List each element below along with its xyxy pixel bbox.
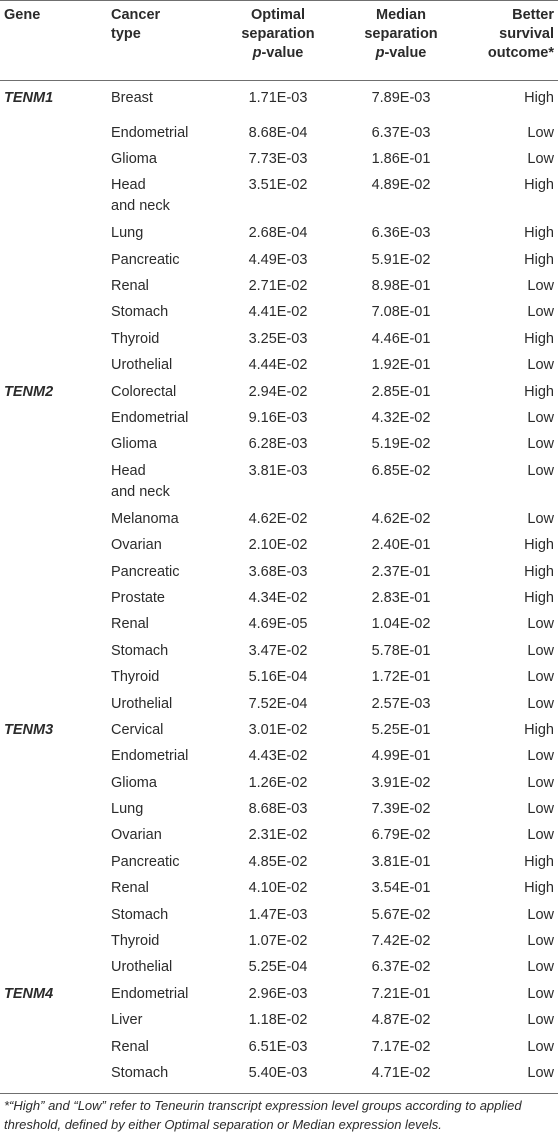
gene-cell — [0, 329, 103, 355]
table-row — [0, 746, 558, 772]
gene-cell — [0, 667, 103, 693]
median-p-cell: 4.46E-01 — [371, 330, 431, 347]
table-row — [0, 1063, 558, 1093]
cancer-type-line: Renal — [111, 616, 149, 633]
outcome-cell: Low — [527, 669, 554, 686]
gene-cell: TENM4 — [4, 985, 54, 1002]
table-row — [0, 434, 558, 460]
gene-cell — [0, 905, 103, 931]
cancer-type-cell — [103, 694, 218, 720]
optimal-p-cell: 1.26E-02 — [248, 774, 308, 791]
gene-cell — [0, 355, 103, 381]
optimal-p-cell: 7.52E-04 — [248, 695, 308, 712]
median-p-cell: 5.25E-01 — [371, 721, 431, 738]
cancer-type-cell — [103, 461, 218, 509]
cancer-type-line: Renal — [111, 278, 149, 295]
median-p-cell: 3.81E-01 — [371, 853, 431, 870]
median-p-cell: 7.17E-02 — [371, 1038, 431, 1055]
table-row — [0, 984, 558, 1010]
gene-cell — [0, 562, 103, 588]
cancer-type-line: Urothelial — [111, 959, 173, 976]
gene-cell — [0, 694, 103, 720]
table-row — [0, 694, 558, 720]
optimal-p-cell: 3.47E-02 — [248, 642, 308, 659]
cancer-type-cell — [103, 957, 218, 983]
cancer-type-line: Breast — [111, 90, 153, 106]
cancer-type-cell — [103, 588, 218, 614]
optimal-p-cell: 3.81E-03 — [248, 462, 308, 479]
header-gene: Gene — [0, 1, 103, 81]
median-p-cell: 4.71E-02 — [338, 1063, 464, 1093]
optimal-p-cell: 1.71E-03 — [248, 90, 308, 106]
median-p-cell: 2.57E-03 — [371, 695, 431, 712]
table-row — [0, 905, 558, 931]
cancer-type-cell — [103, 773, 218, 799]
median-p-cell: 3.54E-01 — [371, 880, 431, 897]
table-row — [0, 302, 558, 328]
table-row — [0, 957, 558, 983]
outcome-cell: High — [524, 721, 554, 738]
optimal-p-cell: 4.44E-02 — [248, 357, 308, 374]
median-p-cell: 4.87E-02 — [371, 1012, 431, 1029]
header-cancer-type: Cancer type — [103, 1, 218, 81]
gene-cell: TENM3 — [4, 721, 54, 738]
outcome-cell: Low — [527, 124, 554, 141]
median-p-cell: 2.40E-01 — [371, 537, 431, 554]
cancer-type-cell — [103, 1010, 218, 1036]
cancer-type-cell — [103, 614, 218, 640]
cancer-type-cell — [103, 355, 218, 381]
optimal-p-cell: 1.18E-02 — [248, 1012, 308, 1029]
table-row — [0, 276, 558, 302]
cancer-type-line: Cervical — [111, 721, 164, 738]
optimal-p-cell: 6.28E-03 — [248, 436, 308, 453]
median-p-cell: 6.37E-02 — [371, 959, 431, 976]
outcome-cell: Low — [527, 827, 554, 844]
gene-cell — [0, 1063, 103, 1093]
cancer-type-cell — [103, 408, 218, 434]
outcome-cell: Low — [527, 150, 554, 167]
optimal-p-cell: 6.51E-03 — [248, 1038, 308, 1055]
optimal-p-cell: 2.96E-03 — [248, 985, 308, 1002]
optimal-p-cell: 4.43E-02 — [248, 748, 308, 765]
gene-cell — [0, 223, 103, 249]
cancer-type-line: Head — [111, 462, 146, 479]
cancer-type-line: Ovarian — [111, 537, 162, 554]
gene-cell — [0, 123, 103, 149]
outcome-cell: Low — [527, 278, 554, 295]
optimal-p-cell: 4.62E-02 — [248, 510, 308, 527]
optimal-p-cell: 4.34E-02 — [248, 589, 308, 606]
cancer-type-cell — [103, 799, 218, 825]
gene-cell — [0, 408, 103, 434]
outcome-cell: Low — [527, 801, 554, 818]
median-p-cell: 5.19E-02 — [371, 436, 431, 453]
outcome-cell: High — [524, 383, 554, 400]
optimal-p-cell: 9.16E-03 — [248, 410, 308, 427]
cancer-type-line: Colorectal — [111, 383, 177, 400]
table-row — [0, 81, 558, 123]
gene-cell — [0, 1010, 103, 1036]
outcome-cell: Low — [527, 906, 554, 923]
optimal-p-cell: 2.94E-02 — [248, 383, 308, 400]
optimal-p-cell: 8.68E-03 — [248, 801, 308, 818]
median-p-cell: 6.37E-03 — [371, 124, 431, 141]
table-row — [0, 149, 558, 175]
cancer-type-cell — [103, 905, 218, 931]
table-row — [0, 382, 558, 408]
optimal-p-cell: 2.71E-02 — [248, 278, 308, 295]
median-p-cell: 1.92E-01 — [371, 357, 431, 374]
cancer-type-cell — [103, 667, 218, 693]
optimal-p-cell: 3.25E-03 — [248, 330, 308, 347]
table-row — [0, 773, 558, 799]
cancer-type-cell — [103, 175, 218, 223]
cancer-type-line: and neck — [111, 483, 170, 500]
table-row — [0, 720, 558, 746]
cancer-type-cell — [103, 329, 218, 355]
cancer-type-line: Glioma — [111, 150, 157, 167]
table-row — [0, 461, 558, 509]
cancer-type-line: Stomach — [111, 1065, 169, 1081]
outcome-cell: High — [524, 330, 554, 347]
outcome-cell: Low — [527, 1038, 554, 1055]
cancer-type-cell — [103, 123, 218, 149]
optimal-p-cell: 3.51E-02 — [248, 177, 308, 194]
cancer-type-line: Renal — [111, 880, 149, 897]
cancer-type-line: Stomach — [111, 304, 169, 321]
cancer-type-line: Melanoma — [111, 510, 179, 527]
median-p-cell: 4.62E-02 — [371, 510, 431, 527]
median-p-cell: 4.99E-01 — [371, 748, 431, 765]
gene-cell: TENM1 — [4, 90, 54, 106]
cancer-type-line: Endometrial — [111, 410, 189, 427]
cancer-type-line: Stomach — [111, 642, 169, 659]
median-p-cell: 6.79E-02 — [371, 827, 431, 844]
median-p-cell: 1.86E-01 — [371, 150, 431, 167]
cancer-type-cell — [103, 250, 218, 276]
median-p-cell: 7.21E-01 — [371, 985, 431, 1002]
table-row — [0, 535, 558, 561]
gene-cell — [0, 614, 103, 640]
cancer-type-cell — [103, 746, 218, 772]
cancer-type-line: Thyroid — [111, 330, 160, 347]
table-row — [0, 931, 558, 957]
gene-cell — [0, 773, 103, 799]
cancer-type-cell — [103, 535, 218, 561]
cancer-type-cell — [103, 931, 218, 957]
outcome-cell: High — [524, 251, 554, 268]
table-header — [0, 1, 558, 81]
optimal-p-cell: 5.25E-04 — [248, 959, 308, 976]
gene-cell — [0, 250, 103, 276]
table-row — [0, 641, 558, 667]
table-row — [0, 123, 558, 149]
cancer-type-line: Renal — [111, 1038, 149, 1055]
gene-cell — [0, 746, 103, 772]
gene-cell — [0, 878, 103, 904]
median-p-cell: 4.89E-02 — [371, 177, 431, 194]
cancer-type-cell — [103, 825, 218, 851]
table-footnote: *“High” and “Low” refer to Teneurin transcript expression level groups according to applied threshold, defined by either Optimal separation or Median expression levels. — [4, 1098, 522, 1132]
outcome-cell: Low — [527, 933, 554, 950]
table-row — [0, 667, 558, 693]
cancer-type-cell — [103, 149, 218, 175]
table-row — [0, 250, 558, 276]
outcome-cell: Low — [527, 462, 554, 479]
header-optimal-p: Optimal separation p-value — [218, 1, 338, 81]
cancer-type-cell — [103, 434, 218, 460]
table-row — [0, 825, 558, 851]
outcome-cell: High — [524, 563, 554, 580]
table-row — [0, 588, 558, 614]
median-p-cell: 4.32E-02 — [371, 410, 431, 427]
cancer-type-line: Glioma — [111, 774, 157, 791]
outcome-cell: High — [524, 880, 554, 897]
gene-cell — [0, 588, 103, 614]
optimal-p-cell: 4.49E-03 — [248, 251, 308, 268]
cancer-type-cell — [103, 276, 218, 302]
median-p-cell: 5.78E-01 — [371, 642, 431, 659]
gene-cell — [0, 276, 103, 302]
cancer-type-line: Stomach — [111, 906, 169, 923]
outcome-cell: Low — [527, 357, 554, 374]
cancer-type-line: Pancreatic — [111, 853, 180, 870]
outcome-cell: High — [524, 177, 554, 194]
table-row — [0, 223, 558, 249]
median-p-cell: 5.67E-02 — [371, 906, 431, 923]
optimal-p-cell: 4.41E-02 — [248, 304, 308, 321]
outcome-cell: Low — [527, 748, 554, 765]
optimal-p-cell: 8.68E-04 — [248, 124, 308, 141]
median-p-cell: 3.91E-02 — [371, 774, 431, 791]
outcome-cell: Low — [527, 510, 554, 527]
gene-cell: TENM2 — [4, 383, 54, 400]
outcome-cell: Low — [464, 1063, 558, 1093]
gene-cell — [0, 175, 103, 223]
cancer-type-cell — [103, 81, 218, 123]
cancer-type-line: Head — [111, 177, 146, 194]
outcome-cell: Low — [527, 616, 554, 633]
median-p-cell: 1.72E-01 — [371, 669, 431, 686]
optimal-p-cell: 2.31E-02 — [248, 827, 308, 844]
cancer-type-line: Endometrial — [111, 124, 189, 141]
optimal-p-cell: 2.10E-02 — [248, 537, 308, 554]
optimal-p-cell: 1.47E-03 — [248, 906, 308, 923]
gene-cell — [0, 931, 103, 957]
cancer-type-cell — [103, 1037, 218, 1063]
gene-cell — [0, 434, 103, 460]
outcome-cell: Low — [527, 695, 554, 712]
table-row — [0, 1037, 558, 1063]
optimal-p-cell: 3.01E-02 — [248, 721, 308, 738]
cancer-type-cell — [103, 382, 218, 408]
outcome-cell: Low — [527, 304, 554, 321]
median-p-cell: 6.36E-03 — [371, 225, 431, 242]
gene-cell — [0, 461, 103, 509]
table-row — [0, 852, 558, 878]
median-p-cell: 8.98E-01 — [371, 278, 431, 295]
gene-cell — [0, 535, 103, 561]
median-p-cell: 2.85E-01 — [371, 383, 431, 400]
median-p-cell: 1.04E-02 — [371, 616, 431, 633]
median-p-cell: 7.89E-03 — [371, 90, 431, 106]
cancer-type-cell — [103, 1063, 218, 1093]
optimal-p-cell: 7.73E-03 — [248, 150, 308, 167]
cancer-type-cell — [103, 984, 218, 1010]
table-row — [0, 799, 558, 825]
optimal-p-cell: 4.10E-02 — [248, 880, 308, 897]
optimal-p-cell: 5.16E-04 — [248, 669, 308, 686]
outcome-cell: High — [524, 537, 554, 554]
gene-cell — [0, 302, 103, 328]
gene-cell — [0, 509, 103, 535]
cancer-type-cell — [103, 720, 218, 746]
cancer-type-line: and neck — [111, 198, 170, 215]
table-row — [0, 878, 558, 904]
outcome-cell: High — [524, 90, 554, 106]
gene-cell — [0, 149, 103, 175]
median-p-cell: 6.85E-02 — [371, 462, 431, 479]
cancer-type-line: Urothelial — [111, 357, 173, 374]
cancer-type-cell — [103, 562, 218, 588]
table-row — [0, 614, 558, 640]
gene-cell — [0, 957, 103, 983]
optimal-p-cell: 3.68E-03 — [248, 563, 308, 580]
outcome-cell: High — [524, 853, 554, 870]
median-p-cell: 7.39E-02 — [371, 801, 431, 818]
table-row — [0, 562, 558, 588]
table-row — [0, 329, 558, 355]
median-p-cell: 7.08E-01 — [371, 304, 431, 321]
cancer-type-cell — [103, 509, 218, 535]
cancer-type-cell — [103, 641, 218, 667]
cancer-type-line: Glioma — [111, 436, 157, 453]
outcome-cell: Low — [527, 774, 554, 791]
outcome-cell: Low — [527, 959, 554, 976]
optimal-p-cell: 4.69E-05 — [248, 616, 308, 633]
outcome-cell: Low — [527, 985, 554, 1002]
table-row — [0, 1010, 558, 1036]
table-row — [0, 175, 558, 223]
gene-cell — [0, 1037, 103, 1063]
cancer-type-line: Pancreatic — [111, 251, 180, 268]
outcome-cell: Low — [527, 410, 554, 427]
outcome-cell: Low — [527, 436, 554, 453]
cancer-type-line: Ovarian — [111, 827, 162, 844]
gene-cell — [0, 852, 103, 878]
optimal-p-cell: 2.68E-04 — [248, 225, 308, 242]
cancer-type-line: Pancreatic — [111, 563, 180, 580]
cancer-type-line: Endometrial — [111, 985, 189, 1002]
header-outcome: Better survival outcome* — [464, 1, 558, 81]
cancer-type-cell — [103, 302, 218, 328]
cancer-type-line: Urothelial — [111, 695, 173, 712]
cancer-type-line: Lung — [111, 225, 144, 242]
outcome-cell: High — [524, 225, 554, 242]
outcome-cell: High — [524, 589, 554, 606]
optimal-p-cell: 1.07E-02 — [248, 933, 308, 950]
outcome-cell: Low — [527, 642, 554, 659]
cancer-type-line: Liver — [111, 1012, 143, 1029]
median-p-cell: 2.83E-01 — [371, 589, 431, 606]
optimal-p-cell: 4.85E-02 — [248, 853, 308, 870]
cancer-type-line: Thyroid — [111, 669, 160, 686]
table-row — [0, 355, 558, 381]
cancer-type-line: Endometrial — [111, 748, 189, 765]
median-p-cell: 7.42E-02 — [371, 933, 431, 950]
cancer-type-line: Prostate — [111, 589, 165, 606]
table-row — [0, 408, 558, 434]
cancer-type-cell — [103, 852, 218, 878]
optimal-p-cell: 5.40E-03 — [218, 1063, 338, 1093]
outcome-cell: Low — [527, 1012, 554, 1029]
cancer-type-cell — [103, 223, 218, 249]
gene-cell — [0, 641, 103, 667]
median-p-cell: 5.91E-02 — [371, 251, 431, 268]
table-row — [0, 509, 558, 535]
median-p-cell: 2.37E-01 — [371, 563, 431, 580]
cancer-type-cell — [103, 878, 218, 904]
gene-cell — [0, 799, 103, 825]
cancer-type-line: Thyroid — [111, 933, 160, 950]
table-body — [0, 81, 558, 1094]
cancer-type-line: Lung — [111, 801, 144, 818]
gene-cell — [0, 825, 103, 851]
header-median-p: Median separation p-value — [338, 1, 464, 81]
